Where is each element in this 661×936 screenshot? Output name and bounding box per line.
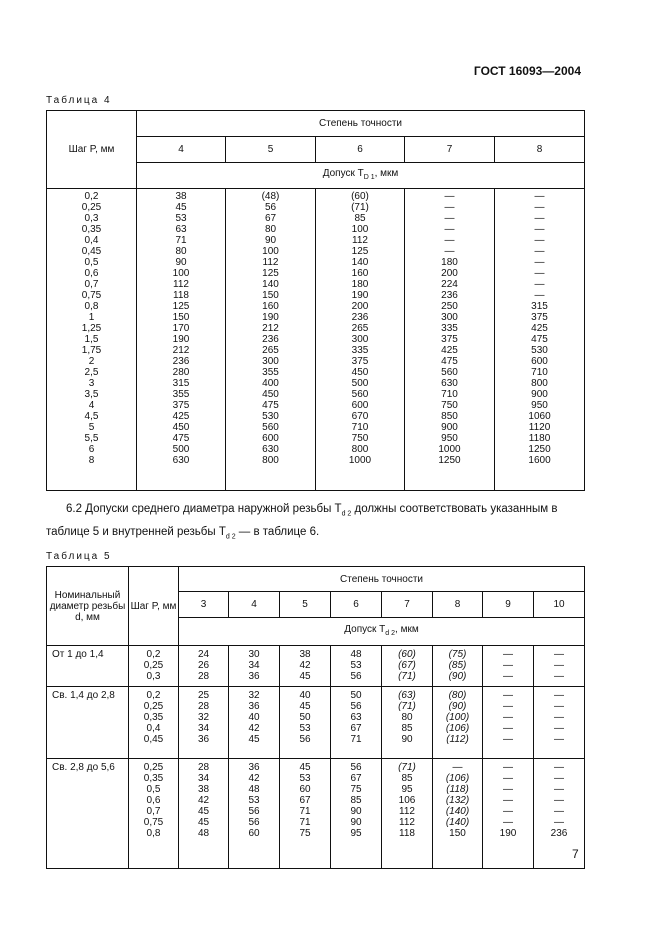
t4-cell: 630 [172,455,190,466]
t4-cell: — [534,257,545,268]
t4-cell: 425 [441,345,458,356]
t5-grade-7: 7 [382,592,433,618]
t4-cell: 1600 [528,455,551,466]
table-4 [46,110,585,491]
t4-cell: 560 [351,389,369,400]
t4-cell: 4,5 [84,411,99,422]
t4-cell: 400 [262,378,279,389]
t4-cell: 2 [88,356,95,367]
t4-cell: 0,3 [84,213,99,224]
t4-cell: 150 [172,312,190,323]
t5-grade-4: 4 [229,592,280,618]
t5-pitch-cell: 0,25 0,35 0,5 0,6 0,7 0,75 0,8 [129,759,179,869]
t5-value-cell: — — — [534,646,585,687]
t4-cell: 630 [262,444,279,455]
t4-cell: 450 [351,367,369,378]
t5-value-cell: (71) 85 95 106 112 112 118 [382,759,433,869]
t4-cell: 710 [531,367,548,378]
t4-accuracy-header: Степень точности [137,111,585,137]
t5-grade-3: 3 [179,592,229,618]
t4-cell: 670 [351,411,369,422]
t5-pitch-header: Шаг P, мм [129,567,179,646]
t4-cell: 900 [531,389,548,400]
t4-grade-4: 4 [137,137,226,163]
t4-cell: — [444,224,455,235]
t4-cell: 500 [351,378,369,389]
t4-cell: 236 [441,290,458,301]
t4-cell: 6 [88,444,95,455]
t4-cell: 475 [441,356,458,367]
t4-cell: 2,5 [84,367,99,378]
t4-cell: 450 [262,389,279,400]
t4-cell: 160 [351,268,369,279]
table5-caption: Таблица 5 [46,551,112,562]
t4-cell: 118 [173,290,189,301]
t5-group-row [47,646,585,687]
t5-value-cell: 40 45 50 53 56 [280,687,331,759]
t4-cell: 90 [175,257,187,268]
t4-cell: 280 [172,367,190,378]
t4-cell: 1 [88,312,95,323]
t4-cell: (48) [261,191,280,202]
t4-cell: 112 [352,235,368,246]
t4-cell: — [534,224,545,235]
t4-cell: 250 [441,301,458,312]
t4-cell: 90 [264,235,277,246]
t4-cell: 112 [173,279,189,290]
t4-cell: 8 [88,455,95,466]
t4-cell: 1060 [528,411,551,422]
t4-cell: 375 [172,400,190,411]
t4-cell: 4 [88,400,95,411]
paragraph-6-2: 6.2 Допуски среднего диаметра наружной резьбы $T_{d 2}$ должны соответствовать указанным в таблице 5 и внутренней резьбы $T_{d 2}$ — в таблице 6. [46,503,558,541]
t5-diam-header: Номинальный диаметр резьбы d, мм [47,567,129,646]
t4-cell: 475 [531,334,548,345]
t4-cell: 1,75 [81,345,102,356]
t4-cell: — [534,268,545,279]
t4-tolerance-header: Допуск $T_{D 1}$, мкм [137,163,585,189]
t4-cell: 600 [531,356,548,367]
t5-pitch-cell: 0,2 0,25 0,35 0,4 0,45 [129,687,179,759]
table-5 [46,566,585,869]
t5-value-cell: 50 56 63 67 71 [331,687,382,759]
t5-grade-10: 10 [534,592,585,618]
t5-grade-5: 5 [280,592,331,618]
t4-cell: — [534,213,545,224]
page-number: 7 [572,847,579,861]
t4-grade-8: 8 [495,137,585,163]
t4-cell: 265 [351,323,369,334]
t4-cell: 375 [351,356,369,367]
t5-value-cell: (60) (67) (71) [382,646,433,687]
t4-cell: 355 [172,389,190,400]
t5-pitch-cell: 0,2 0,25 0,3 [129,646,179,687]
t4-cell: 0,4 [84,235,99,246]
t4-cell: 38 [175,191,187,202]
t4-cell: 0,6 [84,268,99,279]
t4-pitch-header: Шаг P, мм [47,111,137,189]
t4-cell: 0,5 [84,257,99,268]
t5-value-cell: — — — — — — 190 [483,759,534,869]
t4-cell: 375 [531,312,548,323]
t4-cell: 212 [262,323,279,334]
t4-cell: 560 [441,367,458,378]
t4-cell: 425 [172,411,190,422]
t4-cell: 450 [172,422,190,433]
t4-cell: 85 [354,213,366,224]
t4-cell: 125 [351,246,369,257]
t4-cell: 1180 [528,433,551,444]
t4-cell: (60) [351,191,369,202]
t4-grade-6: 6 [316,137,405,163]
t4-cell: 530 [531,345,548,356]
t4-cell: 53 [175,213,187,224]
t4-cell: 80 [175,246,187,257]
t4-cell: — [534,246,545,257]
t4-cell: 0,2 [84,191,99,202]
t4-cell: 315 [531,301,548,312]
t4-cell: 1000 [348,455,372,466]
standard-number: ГОСТ 16093—2004 [473,64,581,78]
t4-cell: 950 [441,433,458,444]
t4-grade4-column [137,189,226,491]
t4-cell: 0,75 [81,290,102,301]
t5-value-cell: — — — — — [534,687,585,759]
t4-cell: 1120 [528,422,551,433]
t4-cell: 1,25 [81,323,102,334]
t5-value-cell: (63) (71) 80 85 90 [382,687,433,759]
t4-cell: 335 [441,323,458,334]
t4-cell: 0,35 [81,224,102,235]
t4-cell: (71) [351,202,369,213]
t4-pitch-column [47,189,137,491]
t4-cell: 750 [351,433,369,444]
t4-cell: 100 [351,224,369,235]
t4-cell: 375 [441,334,458,345]
t4-cell: — [534,290,545,301]
t4-cell: 63 [175,224,187,235]
t4-grade6-column [316,189,405,491]
t4-cell: 265 [262,345,279,356]
t4-cell: 80 [264,224,277,235]
t4-cell: 800 [351,444,369,455]
t5-group-row [47,759,585,869]
t4-cell: 100 [172,268,190,279]
t5-diameter-range: От 1 до 1,4 [47,646,129,687]
t4-cell: 56 [264,202,277,213]
t4-cell: 900 [441,422,458,433]
t4-cell: — [444,191,455,202]
t4-cell: 67 [264,213,277,224]
t4-cell: 0,25 [81,202,102,213]
t4-cell: 1,5 [84,334,99,345]
t4-cell: 160 [262,301,279,312]
t4-cell: 170 [172,323,190,334]
t4-cell: 530 [262,411,279,422]
t5-value-cell: 38 42 45 [280,646,331,687]
t4-cell: 200 [441,268,458,279]
t4-cell: 3 [88,378,95,389]
t4-cell: 710 [441,389,458,400]
t4-grade-5: 5 [226,137,316,163]
t4-cell: 475 [172,433,190,444]
t4-cell: 0,7 [84,279,99,290]
t5-value-cell: — — — — — [483,687,534,759]
t5-value-cell: 28 34 38 42 45 45 48 [179,759,229,869]
t5-value-cell: 30 34 36 [229,646,280,687]
t4-cell: 200 [351,301,369,312]
t5-value-cell: 24 26 28 [179,646,229,687]
t4-cell: 300 [441,312,458,323]
t4-cell: 1250 [438,455,461,466]
t4-cell: 950 [531,400,548,411]
t4-cell: 750 [441,400,458,411]
t4-cell: 212 [172,345,190,356]
t4-cell: 140 [351,257,369,268]
table4-caption: Таблица 4 [46,95,112,106]
t4-cell: 315 [172,378,190,389]
t4-cell: 475 [262,400,279,411]
t4-cell: 335 [351,345,369,356]
t5-grade-9: 9 [483,592,534,618]
t4-cell: 500 [172,444,190,455]
t5-tolerance-header: Допуск $T_{d 2}$, мкм [179,618,585,646]
t4-cell: 425 [531,323,548,334]
t5-value-cell: 36 42 48 53 56 56 60 [229,759,280,869]
t4-cell: 224 [441,279,458,290]
t5-value-cell: 56 67 75 85 90 90 95 [331,759,382,869]
t4-cell: 800 [531,378,548,389]
t4-cell: — [444,246,455,257]
t4-cell: — [534,279,545,290]
t4-cell: 190 [351,290,369,301]
t4-cell: 45 [175,202,187,213]
t5-value-cell: 25 28 32 34 36 [179,687,229,759]
t4-cell: 800 [262,455,279,466]
t4-cell: 180 [441,257,458,268]
t4-cell: 1250 [528,444,551,455]
t4-cell: 100 [262,246,279,257]
t5-grade-6: 6 [331,592,382,618]
t4-cell: 0,45 [81,246,102,257]
t4-cell: 190 [262,312,279,323]
t4-cell: 5,5 [84,433,99,444]
t5-grade-8: 8 [433,592,483,618]
t5-value-cell: 48 53 56 [331,646,382,687]
t5-group-row [47,687,585,759]
t4-cell: 125 [172,301,190,312]
t4-cell: 300 [351,334,369,345]
t4-cell: — [444,213,455,224]
t4-cell: 0,8 [84,301,99,312]
t4-cell: 560 [262,422,279,433]
t5-accuracy-header: Степень точности [179,567,585,592]
t5-value-cell: — — — [483,646,534,687]
t5-diameter-range: Св. 2,8 до 5,6 [47,759,129,869]
t4-cell: 355 [262,367,279,378]
t4-cell: 630 [441,378,458,389]
t4-cell: 190 [172,334,190,345]
t4-cell: 140 [262,279,279,290]
t4-cell: 180 [351,279,369,290]
t4-cell: — [534,191,545,202]
t4-cell: — [534,235,545,246]
t4-grade7-column [405,189,495,491]
t4-grade5-column [226,189,316,491]
t5-diameter-range: Св. 1,4 до 2,8 [47,687,129,759]
t4-grade8-column [495,189,585,491]
t4-cell: 236 [351,312,369,323]
t4-cell: — [444,235,455,246]
t4-cell: 600 [351,400,369,411]
t4-cell: 600 [262,433,279,444]
t5-value-cell: 45 53 60 67 71 71 75 [280,759,331,869]
t4-cell: 236 [172,356,190,367]
t5-value-cell: 32 36 40 42 45 [229,687,280,759]
t4-cell: 1000 [438,444,461,455]
t4-cell: — [444,202,455,213]
t4-cell: 850 [441,411,458,422]
t5-value-cell: (80) (90) (100) (106) (112) [433,687,483,759]
t4-cell: 5 [88,422,95,433]
t4-cell: 112 [262,257,279,268]
t4-cell: 710 [351,422,369,433]
t4-cell: 3,5 [84,389,99,400]
t4-cell: 125 [262,268,279,279]
t4-cell: 300 [262,356,279,367]
t4-grade-7: 7 [405,137,495,163]
t5-value-cell: (75) (85) (90) [433,646,483,687]
t4-cell: 236 [262,334,279,345]
t4-cell: 71 [175,235,187,246]
t5-value-cell: — — — — — — 236 [534,759,585,869]
t5-value-cell: — (106) (118) (132) (140) (140) 150 [433,759,483,869]
t4-cell: — [534,202,545,213]
t4-cell: 150 [262,290,279,301]
